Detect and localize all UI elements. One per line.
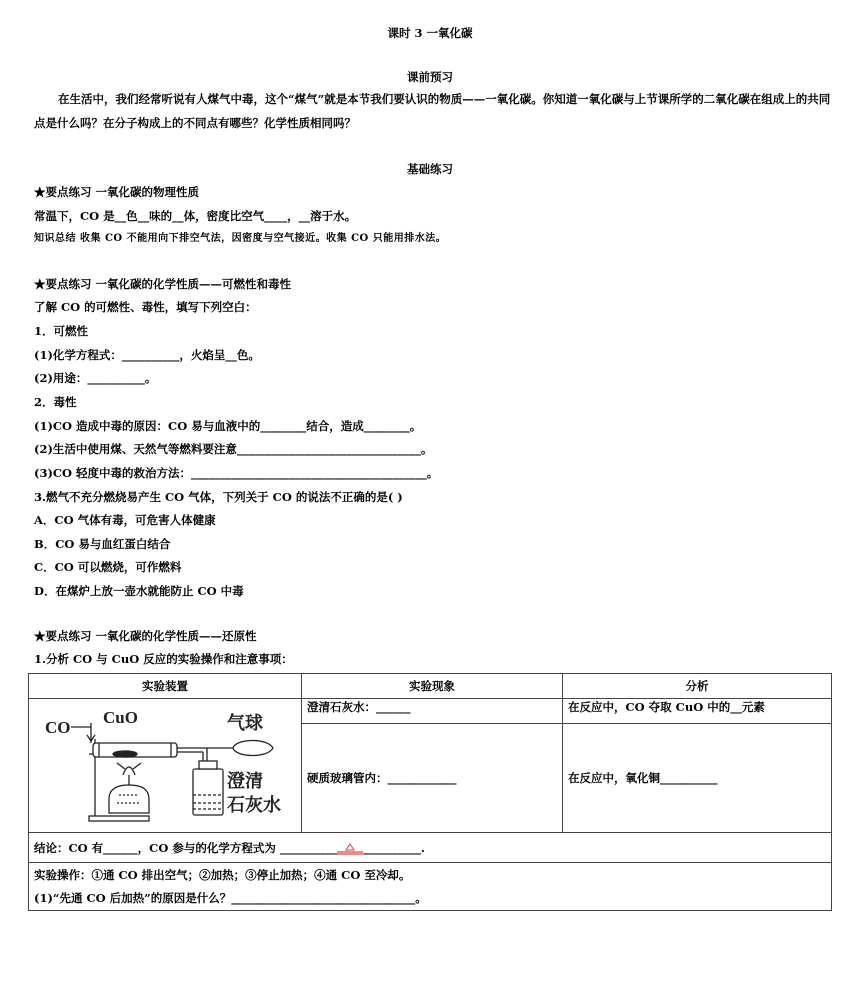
preview-heading: 课前预习 bbox=[407, 70, 453, 84]
delta-heat-icon bbox=[337, 843, 363, 855]
label-balloon: 气球 bbox=[227, 713, 263, 734]
label-limewater-2: 石灰水 bbox=[227, 795, 281, 816]
option-a: A．CO 气体有毒，可危害人体健康 bbox=[34, 513, 216, 527]
section2-h2: 2．毒性 bbox=[34, 395, 77, 409]
section2-q1: (1)化学方程式：__________，火焰呈__色。 bbox=[34, 348, 260, 362]
phenomenon-1: 澄清石灰水：______ bbox=[302, 699, 563, 724]
option-d: D．在煤炉上放一壶水就能防止 CO 中毒 bbox=[34, 584, 244, 598]
section2-title: ★要点练习 一氧化碳的化学性质——可燃性和毒性 bbox=[34, 277, 292, 291]
header-analysis: 分析 bbox=[563, 674, 832, 699]
operation-question: (1)“先通 CO 后加热”的原因是什么？________________________________。 bbox=[34, 890, 427, 905]
section2-q5: (3)CO 轻度中毒的救治方法：_________________________________________。 bbox=[34, 466, 439, 480]
experiment-table bbox=[28, 673, 832, 911]
lesson-title: 课时 3 一氧化碳 bbox=[387, 26, 473, 40]
section3-title: ★要点练习 一氧化碳的化学性质——还原性 bbox=[34, 629, 257, 643]
phenomenon-2: 硬质玻璃管内：____________ bbox=[302, 723, 563, 832]
section3-intro: 1.分析 CO 与 CuO 反应的实验操作和注意事项： bbox=[34, 652, 293, 666]
basic-heading: 基础练习 bbox=[407, 162, 453, 176]
operation-row bbox=[29, 863, 832, 911]
conclusion-row bbox=[29, 833, 832, 863]
apparatus-diagram-cell bbox=[29, 699, 302, 833]
section1-summary: 知识总结 收集 CO 不能用向下排空气法，因密度与空气接近。收集 CO 只能用排水法。 bbox=[34, 233, 447, 244]
section1-line1: 常温下，CO 是__色__味的__体，密度比空气____，__溶于水。 bbox=[34, 209, 357, 223]
apparatus-diagram bbox=[29, 699, 301, 829]
analysis-2: 在反应中，氧化铜__________ bbox=[563, 723, 832, 832]
section1-title: ★要点练习 一氧化碳的物理性质 bbox=[34, 185, 200, 199]
section2-q2: (2)用途：__________。 bbox=[34, 371, 157, 385]
section2-intro: 了解 CO 的可燃性、毒性，填写下列空白： bbox=[34, 300, 257, 314]
option-b: B．CO 易与血红蛋白结合 bbox=[34, 537, 171, 551]
header-apparatus: 实验装置 bbox=[29, 674, 302, 699]
section2-q6: 3.燃气不充分燃烧易产生 CO 气体，下列关于 CO 的说法不正确的是( ) bbox=[34, 490, 403, 504]
section2-q4: (2)生活中使用煤、天然气等燃料要注意________________________________。 bbox=[34, 442, 433, 456]
conclusion-text: 结论：CO 有______，CO 参与的化学方程式为 bbox=[34, 840, 280, 855]
analysis-1: 在反应中，CO 夺取 CuO 中的__元素 bbox=[563, 699, 832, 724]
preview-paragraph: 在生活中，我们经常听说有人煤气中毒，这个“煤气”就是本节我们要认识的物质——一氧化碳。你知道一氧化碳与上节课所学的二氧化碳在组成上的共同点是什么吗？在分子构成上的不同点有哪些？化学性质相同吗？ bbox=[34, 92, 831, 130]
section2-h1: 1．可燃性 bbox=[34, 324, 89, 338]
conclusion-blank-1: __________ bbox=[279, 840, 338, 855]
header-phenomenon: 实验现象 bbox=[302, 674, 563, 699]
section2-q3: (1)CO 造成中毒的原因：CO 易与血液中的________结合，造成________。 bbox=[34, 419, 422, 433]
conclusion-blank-2: __________. bbox=[363, 840, 425, 855]
label-cuo: CuO bbox=[103, 708, 138, 727]
operation-text: 实验操作：①通 CO 排出空气；②加热；③停止加热；④通 CO 至冷却。 bbox=[34, 867, 411, 882]
option-c: C．CO 可以燃烧，可作燃料 bbox=[34, 560, 182, 574]
label-limewater-1: 澄清 bbox=[227, 771, 263, 792]
label-co: CO bbox=[45, 718, 71, 737]
